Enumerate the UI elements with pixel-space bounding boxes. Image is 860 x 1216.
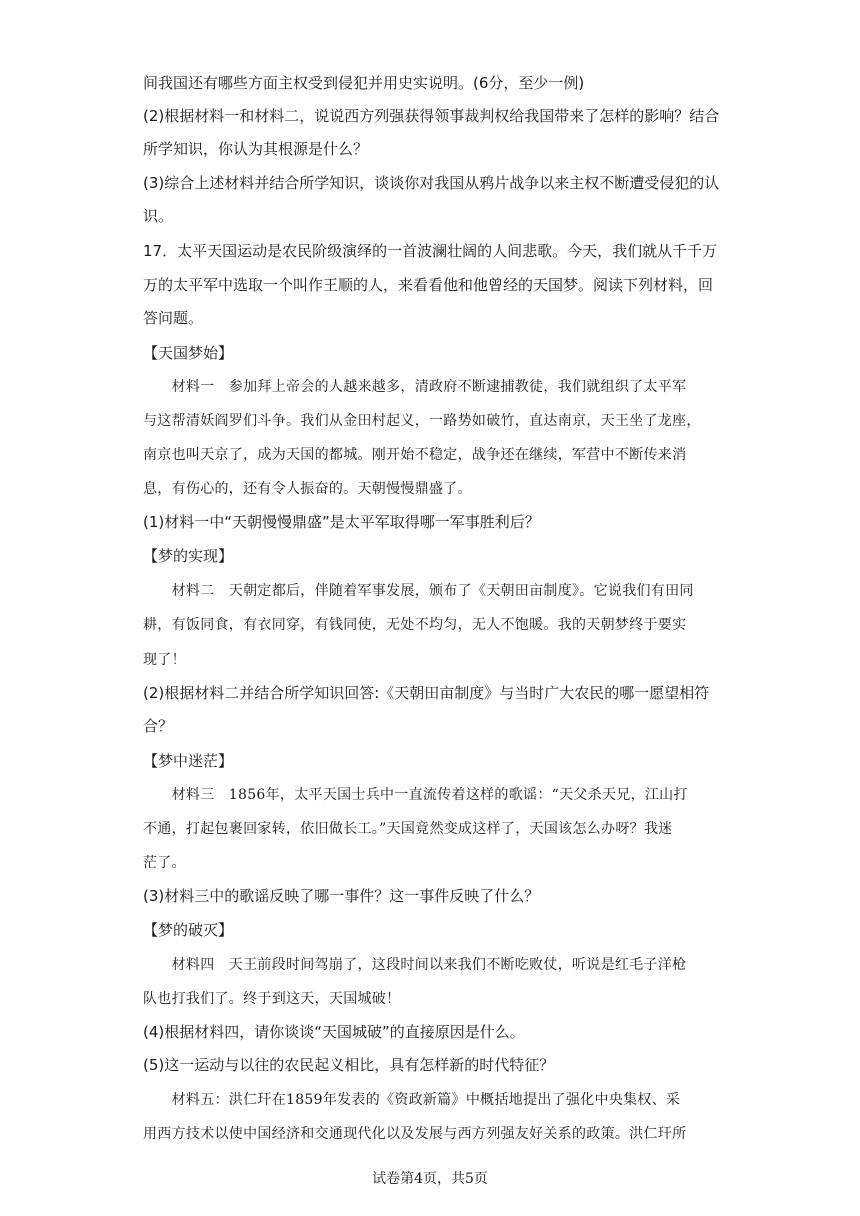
question-2-line-2: 所学知识，你认为其根源是什么？ bbox=[143, 140, 369, 158]
question-17-line-3: 答问题。 bbox=[143, 309, 204, 327]
sub-question-4: (4)根据材料四，请你谈谈“天国城破”的直接原因是什么。 bbox=[143, 1023, 525, 1041]
question-17-line-2: 万的太平军中选取一个叫作王顺的人，来看看他和他曾经的天国梦。阅读下列材料，回 bbox=[143, 276, 714, 294]
material-5-line-1: 材料五：洪仁玕在1859年发表的《资政新篇》中概括地提出了强化中央集权、采 bbox=[143, 1092, 681, 1108]
sub-question-2-line-2: 合？ bbox=[143, 717, 174, 735]
text-line: 间我国还有哪些方面主权受到侵犯并用史实说明。(6分，至少一例) bbox=[143, 74, 585, 92]
question-3-line-1: (3)综合上述材料并结合所学知识，谈谈你对我国从鸦片战争以来主权不断遭受侵犯的认 bbox=[143, 174, 720, 192]
section-heading: 【天国梦始】 bbox=[143, 344, 234, 362]
sub-question-5: (5)这一运动与以往的农民起义相比，具有怎样新的时代特征？ bbox=[143, 1056, 555, 1074]
material-4-line-2: 队也打我们了。终于到这天，天国城破！ bbox=[143, 991, 401, 1007]
material-5-line-2: 用西方技术以使中国经济和交通现代化以及发展与西方列强友好关系的政策。洪仁玕所 bbox=[143, 1126, 687, 1142]
material-1-line-1: 材料一 参加拜上帝会的人越来越多，清政府不断逮捕教徒，我们就组织了太平军 bbox=[143, 379, 687, 395]
question-3-line-2: 识。 bbox=[143, 207, 174, 225]
section-heading: 【梦的破灭】 bbox=[143, 921, 234, 939]
section-heading: 【梦的实现】 bbox=[143, 547, 234, 565]
material-2-line-1: 材料二 天朝定都后，伴随着军事发展，颁布了《天朝田亩制度》。它说我们有田同 bbox=[143, 583, 694, 599]
material-3-line-3: 茫了。 bbox=[143, 855, 186, 871]
material-3-line-1: 材料三 1856年，太平天国士兵中一直流传着这样的歌谣：“天父杀天兄，江山打 bbox=[143, 787, 688, 803]
page-footer: 试卷第4页，共5页 bbox=[372, 1171, 488, 1187]
material-4-line-1: 材料四 天王前段时间驾崩了，这段时间以来我们不断吃败仗，听说是红毛子洋枪 bbox=[143, 957, 687, 973]
material-1-line-2: 与这帮清妖阎罗们斗争。我们从金田村起义，一路势如破竹，直达南京，天王坐了龙座， bbox=[143, 413, 701, 429]
material-1-line-3: 南京也叫天京了，成为天国的都城。刚开始不稳定，战争还在继续，军营中不断传来消 bbox=[143, 447, 687, 463]
material-2-line-3: 现了！ bbox=[143, 652, 186, 668]
section-heading: 【梦中迷茫】 bbox=[143, 752, 234, 770]
material-2-line-2: 耕，有饭同食，有衣同穿，有钱同使，无处不均匀，无人不饱暖。我的天朝梦终于要实 bbox=[143, 617, 687, 633]
material-1-line-4: 息，有伤心的，还有令人振奋的。天朝慢慢鼎盛了。 bbox=[143, 481, 472, 497]
question-17-line-1: 17．太平天国运动是农民阶级演绎的一首波澜壮阔的人间悲歌。今天，我们就从千千万 bbox=[143, 242, 718, 260]
sub-question-1: (1)材料一中“天朝慢慢鼎盛”是太平军取得哪一军事胜利后？ bbox=[143, 513, 540, 531]
question-2-line-1: (2)根据材料一和材料二，说说西方列强获得领事裁判权给我国带来了怎样的影响？结合 bbox=[143, 107, 720, 125]
material-3-line-2: 不通，打起包裹回家转，依旧做长工。”天国竟然变成这样了，天国该怎么办呀？我迷 bbox=[143, 821, 673, 837]
sub-question-3: (3)材料三中的歌谣反映了哪一事件？这一事件反映了什么？ bbox=[143, 887, 540, 905]
sub-question-2-line-1: (2)根据材料二并结合所学知识回答:《天朝田亩制度》与当时广大农民的哪一愿望相符 bbox=[143, 684, 710, 702]
